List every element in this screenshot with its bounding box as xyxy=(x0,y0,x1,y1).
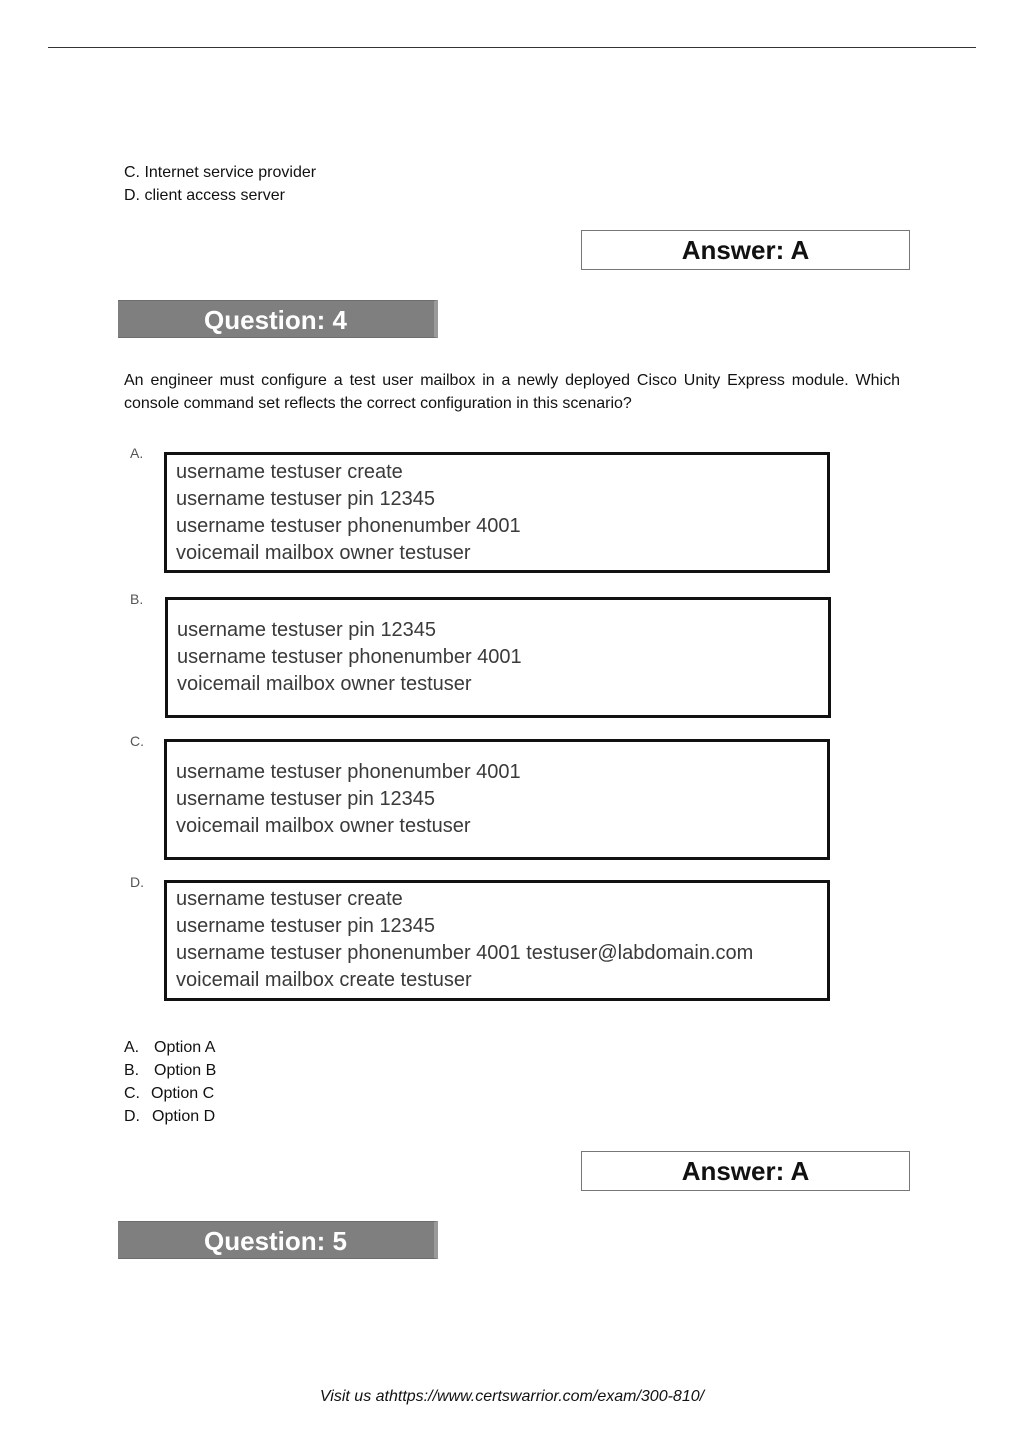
command-line: username testuser pin 12345 xyxy=(176,488,436,510)
prev-answer-box xyxy=(581,230,910,270)
question-5-heading: Question: 5 xyxy=(204,1226,348,1256)
question-5-heading-bar xyxy=(118,1221,438,1259)
figure-option-b-box xyxy=(165,597,831,718)
choice-label: Option D xyxy=(152,1108,216,1125)
choice-letter: A. xyxy=(124,1039,140,1056)
command-line: username testuser pin 12345 xyxy=(176,788,436,810)
figure-option-c-letter: C. xyxy=(130,733,144,749)
command-line: voicemail mailbox create testuser xyxy=(176,969,472,991)
footer-link-text: Visit us athttps://www.certswarrior.com/exam/300-810/ xyxy=(319,1388,705,1405)
command-line: username testuser create xyxy=(176,888,403,910)
header-rule xyxy=(48,47,976,48)
question-4-heading: Question: 4 xyxy=(204,305,348,335)
figure-option-a-letter: A. xyxy=(130,445,144,461)
figure-option-a-box xyxy=(164,452,830,573)
command-line: voicemail mailbox owner testuser xyxy=(176,542,471,564)
command-line: username testuser pin 12345 xyxy=(177,619,437,641)
question-4-answer-text: Answer: A xyxy=(681,1155,810,1186)
command-line: voicemail mailbox owner testuser xyxy=(176,815,471,837)
command-line: username testuser phonenumber 4001 xyxy=(177,646,522,668)
question-4-text: An engineer must configure a test user mailbox in a newly deployed Cisco Unity Express module. Which console command set reflects the correct configuration in this scenario? xyxy=(124,372,900,412)
figure-option-c-box xyxy=(164,739,830,860)
choice-label: Option B xyxy=(154,1062,217,1079)
prev-option-d: D. client access server xyxy=(124,187,285,204)
command-line: username testuser pin 12345 xyxy=(176,915,436,937)
choice-c xyxy=(124,1082,214,1105)
choice-a xyxy=(124,1036,215,1059)
command-line: username testuser phonenumber 4001 xyxy=(176,761,521,783)
command-line: username testuser phonenumber 4001 xyxy=(176,515,521,537)
question-4-heading-bar xyxy=(118,300,438,338)
command-line: username testuser create xyxy=(176,461,403,483)
prev-answer-text: Answer: A xyxy=(681,234,810,265)
figure-option-b-letter: B. xyxy=(130,591,144,607)
command-line: voicemail mailbox owner testuser xyxy=(177,673,472,695)
choice-b xyxy=(124,1059,216,1082)
figure-option-d-box xyxy=(164,880,830,1001)
prev-option-c: C. Internet service provider xyxy=(124,164,317,181)
figure-option-d-letter: D. xyxy=(130,874,144,890)
command-line: username testuser phonenumber 4001 testuser@labdomain.com xyxy=(176,942,754,964)
choice-label: Option C xyxy=(151,1085,215,1102)
choice-d xyxy=(124,1105,215,1128)
choice-label: Option A xyxy=(154,1039,216,1056)
choice-letter: B. xyxy=(124,1062,140,1079)
choice-letter: C. xyxy=(124,1085,140,1102)
question-4-answer-box xyxy=(581,1151,910,1191)
choice-letter: D. xyxy=(124,1108,140,1125)
